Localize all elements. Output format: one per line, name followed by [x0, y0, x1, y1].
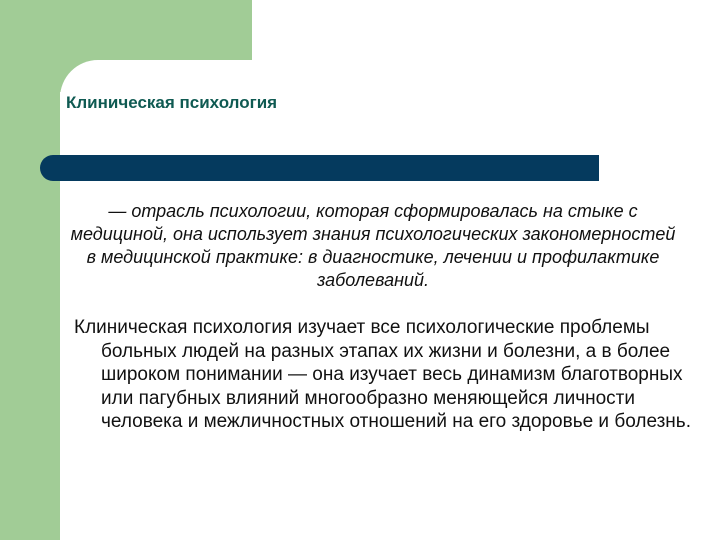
title-underline-bar: [40, 155, 599, 181]
content-panel: [60, 60, 720, 540]
left-green-strip: [0, 0, 60, 540]
definition-text: — отрасль психологии, которая сформировалась на стыке с медициной, она использует знания психологических закономерностей в медицинской практике: в диагностике, лечении и профилактике заболеваний.: [70, 201, 676, 290]
slide-title: Клиническая психология: [66, 93, 278, 112]
body-paragraph: Клиническая психология изучает все психологические проблемы больных людей на разных этапах их жизни и болезни, а в более широком понимании — она изучает весь динамизм благотворных или пагубных влияний многообразно меняющейся личности человека и межличностных отношений на его здоровье и болезнь.: [74, 317, 691, 432]
